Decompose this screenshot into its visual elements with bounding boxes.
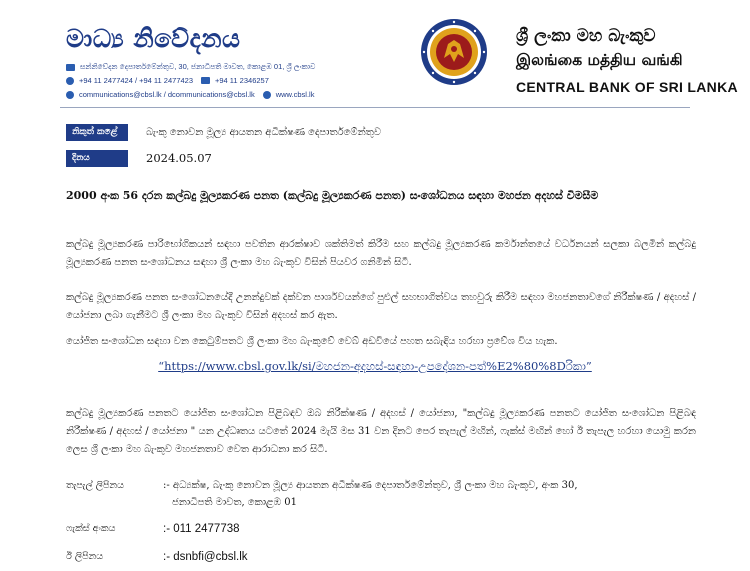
phone-line [66,76,269,85]
bank-name-tamil: இலங்கை மத்திய வங்கி [516,51,683,69]
email-web-line [66,90,314,99]
address-text: සන්නිවේදන දෙපාර්තමේන්තුව, 30, ජනාධිපති මාවත, කොළඹ 01, ශ්‍රී ලංකාව [80,62,316,71]
paragraph-4: කල්බදු මූල්‍යකරණ පනතට යෝජිත සංශෝධන පිළිබඳව ඔබ නිරීක්ෂණ / අදහස් / යෝජනා, "කල්බදු මූල්‍යකරණ පනතට යෝජිත සංශෝධන පිළිබඳ නිරීක්ෂණ / අදහස් / යෝජනා " යන උද්ධෘතය යටතේ 2024 මැයි මස 31 වන දිනට පෙර තැපැල් මඟින්, ෆැක්ස් මඟින් හෝ ඊ තැපැල හරහා යොමු කරන ලෙස ශ්‍රී ලංකා මහ බැංකුව මහජනතාව වෙත ආරාධනා කර සිටී. [66,408,696,455]
paragraph-1: කල්බදු මූල්‍යකරණ පාරිභෝගිකයන් සඳහා පවතින ආරක්ෂාව ශක්තිමත් කිරීම සහ කල්බදු මූල්‍යකරණ කර්මාන්තයේ වර්ධනයන් සලකා බලමින් කල්බදු මූල්‍යකරණ පනත සංශෝධනය සඳහා ශ්‍රී ලංකා මහ බැංකුව විසින් පියවර ගනිමින් සිටී. [66,239,696,268]
fax-icon [201,77,210,84]
issued-by-value: බැංකු නොවන මූල්‍ය ආයතන අධීක්ෂණ දෙපාර්තමේන්තුව [146,127,382,138]
document-title: 2000 අංක 56 දරන කල්බදු මූල්‍යකරණ පනත (කල්බදු මූල්‍යකරණ පනත) සංශෝධනය සඳහා මහජන අදහස් විමසීම [66,189,599,202]
at-icon [66,91,74,99]
postal-line-2: ජනාධිපති මාවත, කොළඹ 01 [172,497,297,508]
fax-text: +94 11 2346257 [215,76,269,85]
draft-link[interactable]: “https://www.cbsl.gov.lk/si/මහජන-අදහස්-සඳහා-උපදේශන-පත්%E2%80%8Dරිකා” [158,359,592,373]
postal-line-1: :- අධ්‍යක්ෂ, බැංකු නොවන මූල්‍ය ආයතන අධීක්ෂණ දෙපාර්තමේන්තුව, ශ්‍රී ලංකා මහ බැංකුව, අංක 30, [163,480,578,491]
date-value: 2024.05.07 [146,151,212,165]
email-text[interactable]: communications@cbsl.lk / dcommunications@cbsl.lk [79,90,255,99]
globe-icon [263,91,271,99]
cbsl-seal-icon [420,18,488,86]
phone-icon [66,77,74,85]
date-label: දිනය [66,150,128,167]
fax-value: :- 011 2477738 [163,523,240,535]
email-label: ඊ ලිපිනය [66,551,104,562]
envelope-icon [66,64,75,71]
phone-text: +94 11 2477424 / +94 11 2477423 [79,76,193,85]
postal-label: තැපැල් ලිපිනය [66,480,124,491]
issued-by-label: නිකුත් කළේ [66,124,128,141]
web-text[interactable]: www.cbsl.lk [275,90,315,99]
header-divider [60,107,690,108]
fax-label: ෆැක්ස් අංකය [66,523,116,534]
brand-title: මාධ්‍ය නිවේදනය [66,24,241,53]
paragraph-3: යෝජිත සංශෝධන සඳහා වන කෙටුම්පතට ශ්‍රී ලංකා මහ බැංකුවේ වෙබ් අඩවියේ පහත සබැඳිය හරහා ප්‍රවේශ විය හැක. [66,336,558,347]
header [0,0,750,106]
bank-name-english: CENTRAL BANK OF SRI LANKA [516,79,738,95]
address-line [66,62,315,72]
email-value[interactable]: :- dsnbfi@cbsl.lk [163,551,248,563]
paragraph-2: කල්බදු මූල්‍යකරණ පනත සංශෝධනයේදී උනන්දුවක් දක්වන පාර්ශවයන්ගේ පුළුල් සහභාගිත්වය තහවුරු කිරීම සඳහා මහජනතාවගේ නිරීක්ෂණ / අදහස් / යෝජනා ලබා ගැනීමට ශ්‍රී ලංකා මහ බැංකුව විසින් අදහස් කර ඇත. [66,292,696,321]
bank-name-sinhala: ශ්‍රී ලංකා මහ බැංකුව [516,26,656,46]
